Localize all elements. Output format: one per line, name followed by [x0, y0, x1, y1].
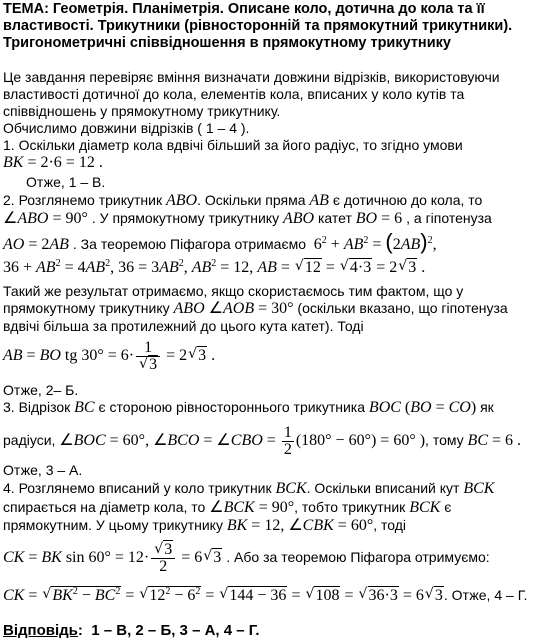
intro-line-3: співвідношень у прямокутному трикутнику.	[3, 103, 281, 119]
step4-line-2: спирається на діаметр кола, то ∠BCK = 90°, тобто трикутник BCK є	[3, 499, 452, 516]
step1-result: Отже, 1 – В.	[26, 174, 106, 190]
final-answer: Відповідь: 1 – В, 2 – Б, 3 – А, 4 – Г.	[3, 622, 260, 639]
step2-formula: AB = BO tg 30° = 6· 1 √ 3 = 2√ 3 .	[3, 340, 215, 373]
step2-line-2: ∠ABO = 90° . У прямокутному трикутнику ABO катет BO = 6 , а гіпотенуза	[3, 210, 492, 227]
step2-line-3: AO = 2AB . За теоремою Піфагора отримаємо $6^2 + AB^2 = (2AB)^2$,	[3, 229, 437, 254]
step3-result: Отже, 3 – А.	[3, 462, 83, 478]
intro-line-2: властивості дотичної до кола, елементів кола, вписаних у коло кутів та	[3, 86, 465, 102]
step2-line-5: Такий же результат отримаємо, якщо скористаємось тим фактом, що у	[3, 283, 464, 299]
step3-line-1: 3. Відрізок BC є стороною рівностороннього трикутника BOC (BO = CO) як	[3, 399, 494, 416]
intro-line-1: Це завдання перевіряє вміння визначати довжини відрізків, використовуючи	[3, 69, 500, 85]
step2-line-4: $36 + AB^2 = 4AB^2$, $36 = 3AB^2$, $AB^2 = 12$, AB = √ 12 = √ 4·3 = 2√ 3 .	[3, 259, 425, 276]
topic-title-line-3: Тригонометричні співвідношення в прямокутному трикутнику	[3, 35, 451, 51]
step2-line-6: прямокутному трикутнику ABO ∠AOB = 30° (оскільки вказано, що гіпотенуза	[3, 300, 508, 317]
step4-line-3: прямокутним. У цьому трикутнику BK = 12, ∠CBK = 60°, тоді	[3, 517, 407, 534]
topic-title-line-1: ТЕМА: Геометрія. Планіметрія. Описане коло, дотична до кола та її	[3, 1, 485, 17]
step3-line-2: радіуси, ∠BOC = 60°, ∠BCO = ∠CBO = $\frac{1}{2}$ (180° − 60°) = 60° ), тому BC = 6 .	[3, 424, 522, 458]
step1-line-1: 1. Оскільки діаметр кола вдвічі більший за його радіус, то згідно умови	[3, 137, 463, 153]
answer-label: Відповідь	[3, 622, 78, 639]
step1-formula: BK = 2·6 = 12 .	[3, 154, 103, 171]
step2-line-7: вдвічі більша за протилежний до цього кута катет). Тоді	[3, 318, 364, 334]
step2-result: Отже, 2– Б.	[3, 382, 79, 398]
intro-line-4: Обчислимо довжини відрізків ( 1 – 4 ).	[3, 120, 250, 136]
step4-line-1: 4. Розглянемо вписаний у коло трикутник BCK. Оскільки вписаний кут BCK	[3, 480, 495, 497]
step4-formula-1: CK = BK sin 60° = 12· √ $\frac{3}{2}$ = 6√ 3 . Або за теоремою Піфагора отримуємо:	[3, 542, 490, 575]
step2-line-1: 2. Розглянемо трикутник ABO. Оскільки пряма AB є дотичною до кола, то	[3, 192, 483, 209]
topic-title-line-2: властивості. Трикутники (рівносторонній та прямокутний трикутники).	[3, 18, 513, 34]
step4-formula-2: CK = √ $BK^2 - BC^2$ = √ $12^2 - 6^2$ = √ 144 − 36 = √ 108 = √ 36·3 = 6√ 3. Отже, 4 – Г.	[3, 587, 527, 604]
answer-text: 1 – В, 2 – Б, 3 – А, 4 – Г.	[91, 622, 260, 639]
